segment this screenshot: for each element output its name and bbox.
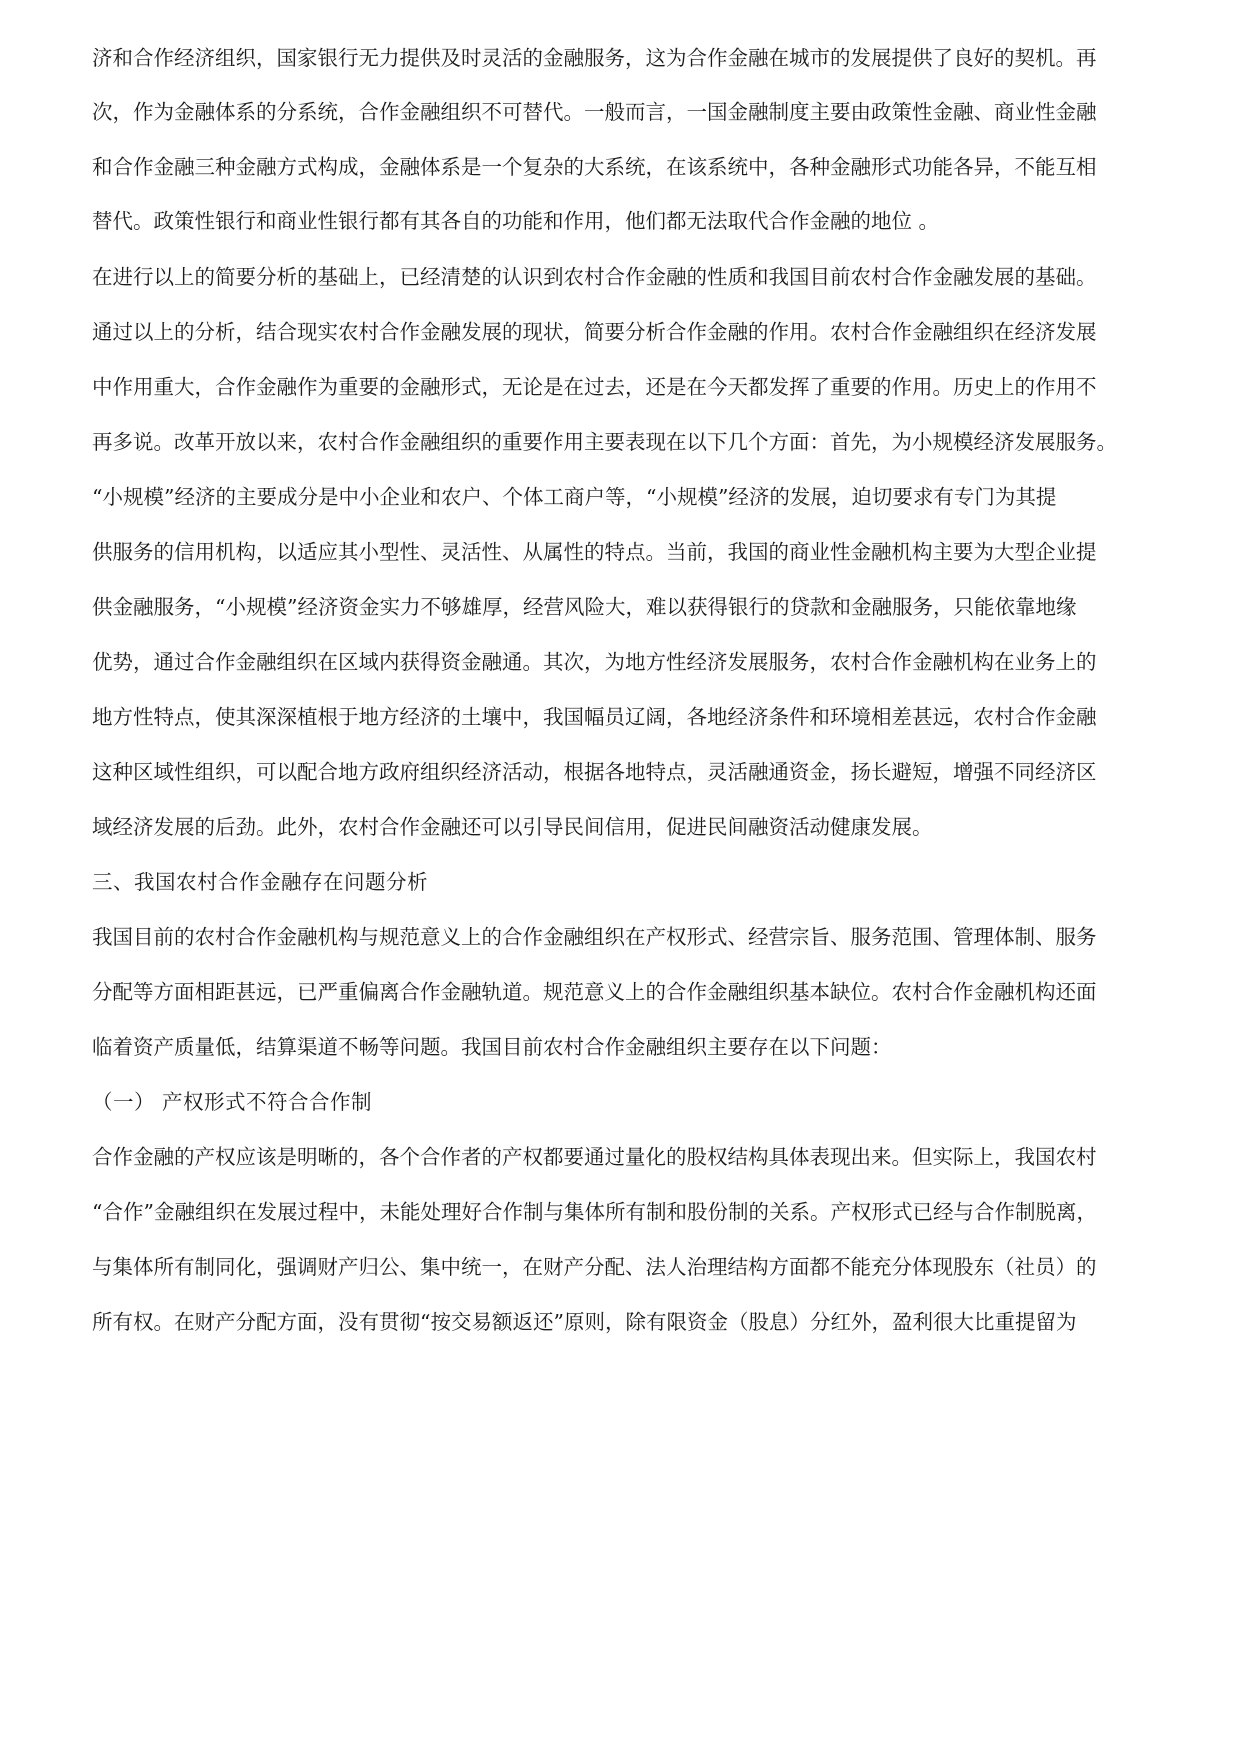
text-line: 与集体所有制同化，强调财产归公、集中统一，在财产分配、法人治理结构方面都不能充分体现股东（社员）的 — [92, 1255, 1097, 1279]
text-line: 域经济发展的后劲。此外，农村合作金融还可以引导民间信用，促进民间融资活动健康发展。 — [92, 815, 933, 839]
text-line: 济和合作经济组织，国家银行无力提供及时灵活的金融服务，这为合作金融在城市的发展提供了良好的契机。再 — [92, 46, 1097, 70]
text-line: 优势，通过合作金融组织在区域内获得资金融通。其次，为地方性经济发展服务，农村合作金融机构在业务上的 — [92, 650, 1097, 674]
text-line: 替代。政策性银行和商业性银行都有其各自的功能和作用，他们都无法取代合作金融的地位 。 — [92, 209, 940, 233]
text-line: 所有权。在财产分配方面，没有贯彻“按交易额返还”原则，除有限资金（股息）分红外，盈利很大比重提留为 — [92, 1310, 1077, 1334]
text-line: 次，作为金融体系的分系统，合作金融组织不可替代。一般而言，一国金融制度主要由政策性金融、商业性金融 — [92, 100, 1097, 124]
text-line: 中作用重大，合作金融作为重要的金融形式，无论是在过去，还是在今天都发挥了重要的作用。历史上的作用不 — [92, 375, 1097, 399]
text-line: 再多说。改革开放以来，农村合作金融组织的重要作用主要表现在以下几个方面：首先，为小规模经济发展服务。 — [92, 430, 1117, 454]
text-line: 在进行以上的简要分析的基础上，已经清楚的认识到农村合作金融的性质和我国目前农村合作金融发展的基础。 — [92, 265, 1097, 289]
text-line: 通过以上的分析，结合现实农村合作金融发展的现状，简要分析合作金融的作用。农村合作金融组织在经济发展 — [92, 320, 1097, 344]
text-line: 供金融服务，“小规模”经济资金实力不够雄厚，经营风险大，难以获得银行的贷款和金融服务，只能依靠地缘 — [92, 595, 1077, 619]
text-line: 和合作金融三种金融方式构成，金融体系是一个复杂的大系统，在该系统中，各种金融形式功能各异，不能互相 — [92, 155, 1097, 179]
text-line: “小规模”经济的主要成分是中小企业和农户、个体工商户等，“小规模”经济的发展，迫切要求有专门为其提 — [92, 485, 1057, 509]
text-line: 地方性特点，使其深深植根于地方经济的土壤中，我国幅员辽阔，各地经济条件和环境相差甚远，农村合作金融 — [92, 705, 1097, 729]
text-line: 临着资产质量低，结算渠道不畅等问题。我国目前农村合作金融组织主要存在以下问题： — [92, 1035, 892, 1059]
text-line: 分配等方面相距甚远，已严重偏离合作金融轨道。规范意义上的合作金融组织基本缺位。农村合作金融机构还面 — [92, 980, 1097, 1004]
text-line: 我国目前的农村合作金融机构与规范意义上的合作金融组织在产权形式、经营宗旨、服务范围、管理体制、服务 — [92, 925, 1097, 949]
text-line: “合作”金融组织在发展过程中，未能处理好合作制与集体所有制和股份制的关系。产权形式已经与合作制脱离， — [92, 1200, 1097, 1224]
subsection-heading: （一） 产权形式不符合合作制 — [92, 1090, 373, 1114]
text-line: 供服务的信用机构，以适应其小型性、灵活性、从属性的特点。当前，我国的商业性金融机构主要为大型企业提 — [92, 540, 1097, 564]
text-line: 这种区域性组织，可以配合地方政府组织经济活动，根据各地特点，灵活融通资金，扬长避短，增强不同经济区 — [92, 760, 1097, 784]
text-line: 合作金融的产权应该是明晰的，各个合作者的产权都要通过量化的股权结构具体表现出来。但实际上，我国农村 — [92, 1145, 1097, 1169]
section-heading: 三、我国农村合作金融存在问题分析 — [92, 870, 428, 894]
